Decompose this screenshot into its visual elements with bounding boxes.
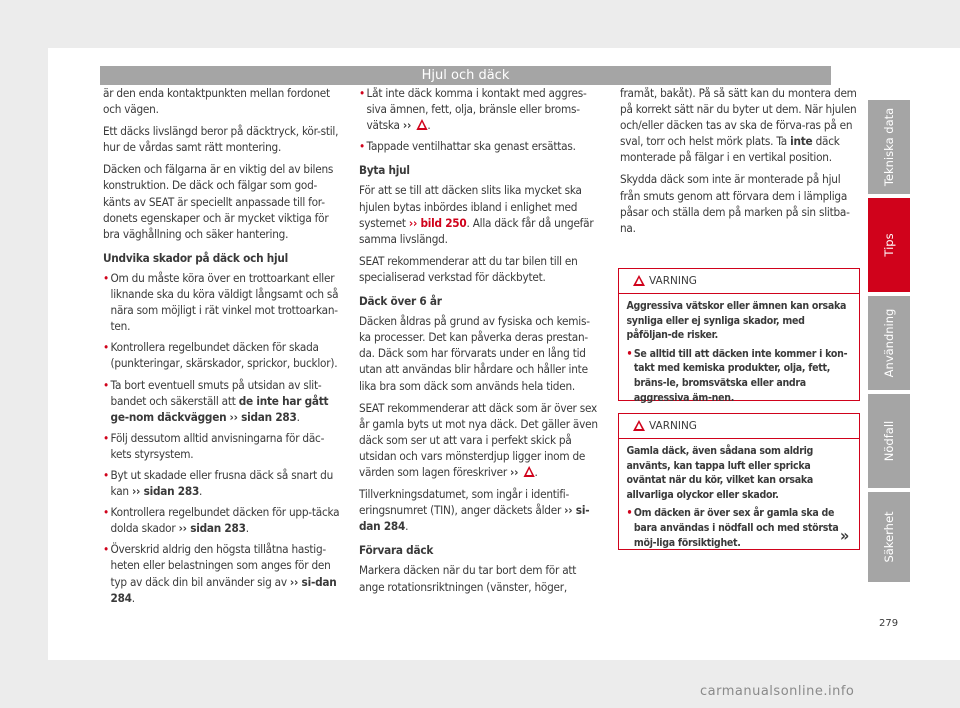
warning-reference-link[interactable]: ››: [510, 465, 519, 479]
side-tab-anvandning[interactable]: [868, 296, 910, 390]
list-item: • Tappade ventilhattar ska genast ersättas.: [359, 139, 600, 155]
warning-icon: [523, 466, 534, 477]
paragraph-text: För att se till att däcken slits lika mycket ska hjulen bytas inbördes ibland i enlighet med systemet: [359, 184, 582, 230]
list-item-text: Ta bort eventuell smuts på utsidan av slit-bandet och säkerställ att: [110, 378, 322, 408]
page-reference-link[interactable]: ›› si-dan 284: [359, 504, 590, 534]
paragraph: Däcken och fälgarna är en viktig del av bilens konstruktion. De däck och fälgar som god-känts av SEAT är speciellt anpassade till for-donets egenskaper och är mycket viktiga för bra väghållning och säker hantering.: [103, 163, 334, 241]
paragraph: [620, 86, 861, 166]
warning-box: [618, 268, 860, 404]
subheading: Byta hjul: [359, 164, 410, 178]
warning-icon: [633, 420, 645, 431]
side-tab-label: Användning: [882, 308, 896, 378]
column-1: [103, 86, 344, 612]
paragraph: SEAT rekommenderar att du tar bilen till en specialiserad verkstad för däckbytet.: [359, 254, 578, 284]
list-item-text: Låt inte däck komma i kontakt med aggres-siva ämnen, fett, olja, bränsle eller broms-vätska: [366, 87, 587, 133]
list-item-text: Överskrid aldrig den högsta tillåtna hastig-heten eller belastningen som anges för den typ av däck din bil använder sig av: [110, 543, 331, 589]
subheading: Undvika skador på däck och hjul: [103, 251, 289, 265]
paragraph: Markera däcken när du tar bort dem för att ange rotationsriktningen (vänster, höger,: [359, 564, 577, 594]
side-tab-tekniska-data[interactable]: [868, 100, 910, 194]
paragraph: är den enda kontaktpunkten mellan fordonet och vägen.: [103, 87, 330, 117]
paragraph-bold: inte: [790, 135, 813, 149]
list-item-text: Kontrollera regelbundet däcken för upp-täcka dolda skador: [110, 506, 340, 536]
paragraph-text: däck monterade på fälgar i en vertikal position.: [620, 135, 840, 165]
side-tab-label: Säkerhet: [882, 511, 896, 563]
page-reference-link[interactable]: ›› sidan 283: [178, 522, 246, 536]
figure-reference-link[interactable]: ›› bild 250: [408, 216, 467, 230]
page-number: 279: [879, 618, 899, 629]
subheading: Förvara däck: [359, 544, 434, 558]
page-reference-link[interactable]: ›› sidan 283: [229, 410, 297, 424]
warning-header: [619, 414, 859, 439]
list-item: • Låt inte däck komma i kontakt med aggres-siva ämnen, fett, olja, bränsle eller broms-vätska ›› .: [359, 86, 600, 134]
list-item: • Överskrid aldrig den högsta tillåtna hastig-heten eller belastningen som anges för den typ av däck din bil använder sig av ›› si-dan 284.: [103, 542, 344, 606]
side-tab-label: Tekniska data: [882, 107, 896, 187]
list-item: • Om du måste köra över en trottoarkant eller liknande ska du köra väldigt långsamt och så nära som möjligt i rät vinkel mot trottoarkan-ten.: [103, 271, 344, 335]
warning-title: VARNING: [649, 420, 697, 432]
list-item: • Byt ut skadade eller frusna däck så snart du kan ›› sidan 283.: [103, 468, 344, 500]
list-item-text: Byt ut skadade eller frusna däck så snart du kan: [110, 468, 334, 499]
page-reference-link[interactable]: ›› sidan 283: [131, 485, 200, 499]
warning-icon: [633, 275, 645, 286]
warning-body: [619, 294, 857, 414]
section-title: Hjul och däck: [421, 68, 510, 83]
paragraph: Däcken åldras på grund av fysiska och kemis-ka processer. Det kan påverka deras prestan-da. Däck som har förvarats under en lång tid utan att användas blir hårdare och håller inte lika bra som däck som används hela tiden.: [359, 315, 590, 393]
warning-reference-link[interactable]: ››: [402, 119, 412, 133]
column-3: [620, 86, 861, 243]
side-tab-sakerhet[interactable]: [868, 492, 910, 582]
column-2: [359, 86, 600, 602]
paragraph-text: Tillverkningsdatumet, som ingår i identifi-eringsnumret (TIN), anger däckets ålder: [359, 488, 570, 518]
paragraph: Skydda däck som inte är monterade på hjul från smuts genom att förvara dem i lämpliga påsar och ställa dem på marken på sin slitba-na.: [620, 173, 850, 235]
subheading: Däck över 6 år: [359, 295, 442, 309]
warning-header: [619, 269, 859, 294]
side-tab-label: Tips: [882, 233, 896, 257]
side-tab-label: Nödfall: [882, 420, 896, 462]
section-header: [100, 66, 831, 85]
list-item-bold: de inte har gått ge-nom däckväggen: [110, 394, 329, 424]
warning-text: Aggressiva vätskor eller ämnen kan orsaka synliga eller ej synliga skador, med påföljan-de risker.: [626, 301, 847, 342]
warning-list-item: • Se alltid till att däcken inte kommer i kon-takt med kemiska produkter, olja, fett, bräns-le, bromsvätska eller andra aggressiva äm-nen.: [626, 348, 849, 406]
watermark: carmanualsonline.info: [700, 684, 855, 699]
warning-text: Gamla däck, även sådana som aldrig använts, kan tappa luft eller spricka oväntat när du kör, vilket kan orsaka allvarliga olyckor eller skador.: [626, 446, 814, 501]
continue-icon: »: [840, 526, 850, 545]
paragraph: Tillverkningsdatumet, som ingår i identifi-eringsnumret (TIN), anger däckets ålder ›› si-dan 284.: [359, 488, 590, 534]
warning-list-item: • Om däcken är över sex år gamla ska de bara användas i nödfall och med största möj-liga försiktighet.: [626, 507, 849, 551]
paragraph: SEAT rekommenderar att däck som är över sex år gamla byts ut mot nya däck. Det gäller även däck som ser ut att vara i perfekt skick på utsidan och vars mönsterdjup ligger inom de värden som lagen föreskriver ›› .: [359, 401, 598, 479]
warning-box: [618, 413, 860, 550]
paragraph: [359, 183, 600, 247]
paragraph-text: . Alla däck får då ungefär samma livslängd.: [359, 216, 594, 246]
warning-icon: [416, 119, 427, 130]
paragraph-text: framåt, bakåt). På så sätt kan du montera dem på korrekt sätt när du byter ut dem. När hjulen och/eller däcken tas av ska de förva-ras på en sval, torr och helst mörk plats. Ta: [620, 87, 857, 149]
paragraph: Ett däcks livslängd beror på däcktryck, kör-stil, hur de vårdas samt rätt montering.: [103, 125, 339, 155]
list-item: • Ta bort eventuell smuts på utsidan av slit-bandet och säkerställ att de inte har gått ge-nom däckväggen ›› sidan 283.: [103, 378, 344, 426]
warning-title: VARNING: [649, 275, 697, 287]
side-tab-nodfall[interactable]: [868, 394, 910, 488]
list-item: • Följ dessutom alltid anvisningarna för däc-kets styrsystem.: [103, 431, 344, 463]
page-reference-link[interactable]: ›› si-dan 284: [110, 575, 337, 605]
warning-body: [619, 439, 857, 559]
paragraph-text: SEAT rekommenderar att däck som är över sex år gamla byts ut mot nya däck. Det gäller även däck som ser ut att vara i perfekt skick på utsidan och vars mönsterdjup ligger inom de värden som lagen föreskriver: [359, 401, 598, 479]
side-tab-tips[interactable]: [868, 198, 910, 292]
list-item: • Kontrollera regelbundet däcken för skada (punkteringar, skärskador, sprickor, bucklor).: [103, 340, 344, 372]
list-item: • Kontrollera regelbundet däcken för upp-täcka dolda skador ›› sidan 283.: [103, 505, 344, 537]
